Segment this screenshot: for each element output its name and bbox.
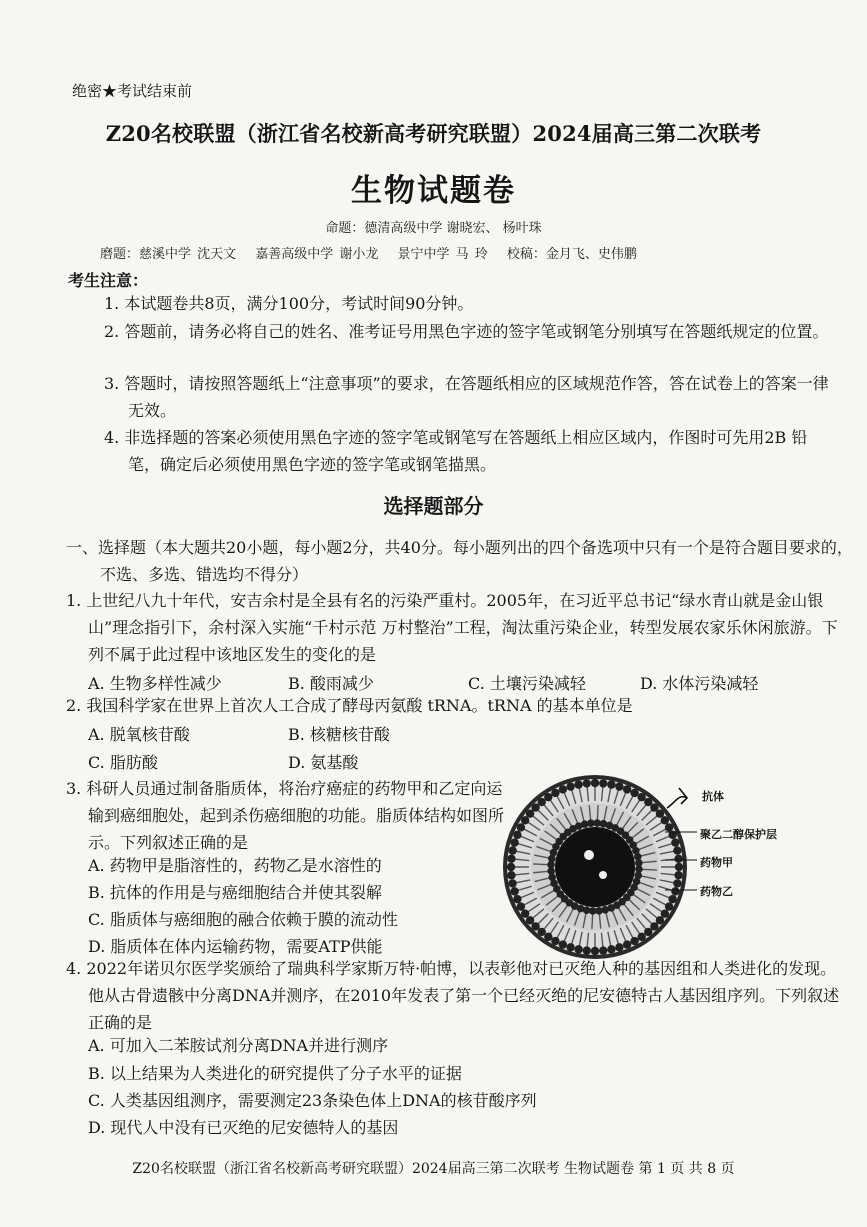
question-stem: 4. 2022年诺贝尔医学奖颁给了瑞典科学家斯万特·帕博，以表彰他对已灭绝人种的基因组和人类进化的发现。他从古骨遗骸中分离DNA并测序，在2010年发表了第一个已经灭绝的尼安德特古人基因组序列。下列叙述正确的是 (66, 959, 840, 1032)
option-a: A. 可加入二苯胺试剂分离DNA并进行测序 (88, 1036, 389, 1055)
option-c: C. 人类基因组测序，需要测定23条染色体上DNA的核苷酸序列 (88, 1091, 537, 1110)
option-d: D. 脂质体在体内运输药物，需要ATP供能 (88, 937, 383, 956)
credits-line-1: 命题：德清高级中学 谢晓宏、 杨叶珠 (325, 221, 542, 236)
option-a: A. 药物甲是脂溶性的，药物乙是水溶性的 (88, 856, 382, 875)
option-b: B. 抗体的作用是与癌细胞结合并使其裂解 (88, 883, 382, 902)
page-footer: Z20名校联盟（浙江省名校新高考研究联盟）2024届高三第二次联考 生物试题卷 第 1 页 共 8 页 (132, 1161, 735, 1177)
liposome-diagram (500, 772, 690, 962)
exam-title: Z20名校联盟（浙江省名校新高考研究联盟）2024届高三第二次联考 (105, 121, 762, 146)
subject-title: 生物试题卷 (351, 173, 516, 209)
option-b: B. 核糖核苷酸 (288, 725, 390, 744)
notice-item: 3. 答题时，请按照答题纸上“注意事项”的要求，在答题纸相应的区域规范作答，答在试卷上的答案一律无效。 (104, 374, 829, 420)
option-c: C. 脂质体与癌细胞的融合依赖于膜的流动性 (88, 910, 398, 929)
question-stem: 2. 我国科学家在世界上首次人工合成了酵母丙氨酸 tRNA。tRNA 的基本单位是 (66, 696, 633, 715)
option-a: A. 脱氧核苷酸 (88, 725, 190, 744)
label-drug-b: 药物乙 (700, 885, 733, 898)
option-d: D. 氨基酸 (288, 753, 359, 772)
notice-item: 1. 本试题卷共8页，满分100分，考试时间90分钟。 (104, 294, 474, 313)
secret-label: 绝密★考试结束前 (72, 82, 193, 100)
option-d: D. 现代人中没有已灭绝的尼安德特人的基因 (88, 1118, 399, 1137)
option-a: A. 生物多样性减少 (88, 674, 222, 693)
option-d: D. 水体污染减轻 (640, 674, 759, 693)
notice-heading: 考生注意： (68, 271, 149, 290)
label-peg-layer: 聚乙二醇保护层 (700, 828, 777, 841)
question-stem: 3. 科研人员通过制备脂质体，将治疗癌症的药物甲和乙定向运输到癌细胞处，起到杀伤癌细胞的功能。脂质体结构如图所示。下列叙述正确的是 (66, 779, 505, 852)
section-intro: 一、选择题（本大题共20小题，每小题2分，共40分。每小题列出的四个备选项中只有一个是符合题目要求的，不选、多选、错选均不得分） (66, 538, 853, 584)
notice-item: 4. 非选择题的答案必须使用黑色字迹的签字笔或钢笔写在答题纸上相应区域内，作图时可先用2B 铅笔，确定后必须使用黑色字迹的签字笔或钢笔描黑。 (104, 428, 808, 474)
figure-leader-lines (665, 778, 705, 908)
label-antibody: 抗体 (702, 790, 724, 803)
credits-line-2: 磨题：慈溪中学 沈天文 嘉善高级中学 谢小龙 景宁中学 马 玲 校稿：金月飞、史伟鹏 (100, 247, 637, 262)
option-c: C. 脂肪酸 (88, 753, 158, 772)
notice-item: 2. 答题前，请务必将自己的姓名、准考证号用黑色字迹的签字笔或钢笔分别填写在答题纸规定的位置。 (104, 322, 829, 341)
option-b: B. 酸雨减少 (288, 674, 374, 693)
option-c: C. 土壤污染减轻 (468, 674, 586, 693)
option-b: B. 以上结果为人类进化的研究提供了分子水平的证据 (88, 1064, 462, 1083)
question-stem: 1. 上世纪八九十年代，安吉余村是全县有名的污染严重村。2005年，在习近平总书记“绿水青山就是金山银山”理念指引下，余村深入实施“千村示范 万村整治”工程，淘汰重污染企业，转型发展农家乐休闲旅游。下列不属于此过程中该地区发生的变化的是 (66, 591, 838, 664)
liposome-bilayer (503, 775, 687, 959)
section-title: 选择题部分 (383, 494, 484, 518)
label-drug-a: 药物甲 (700, 856, 733, 869)
